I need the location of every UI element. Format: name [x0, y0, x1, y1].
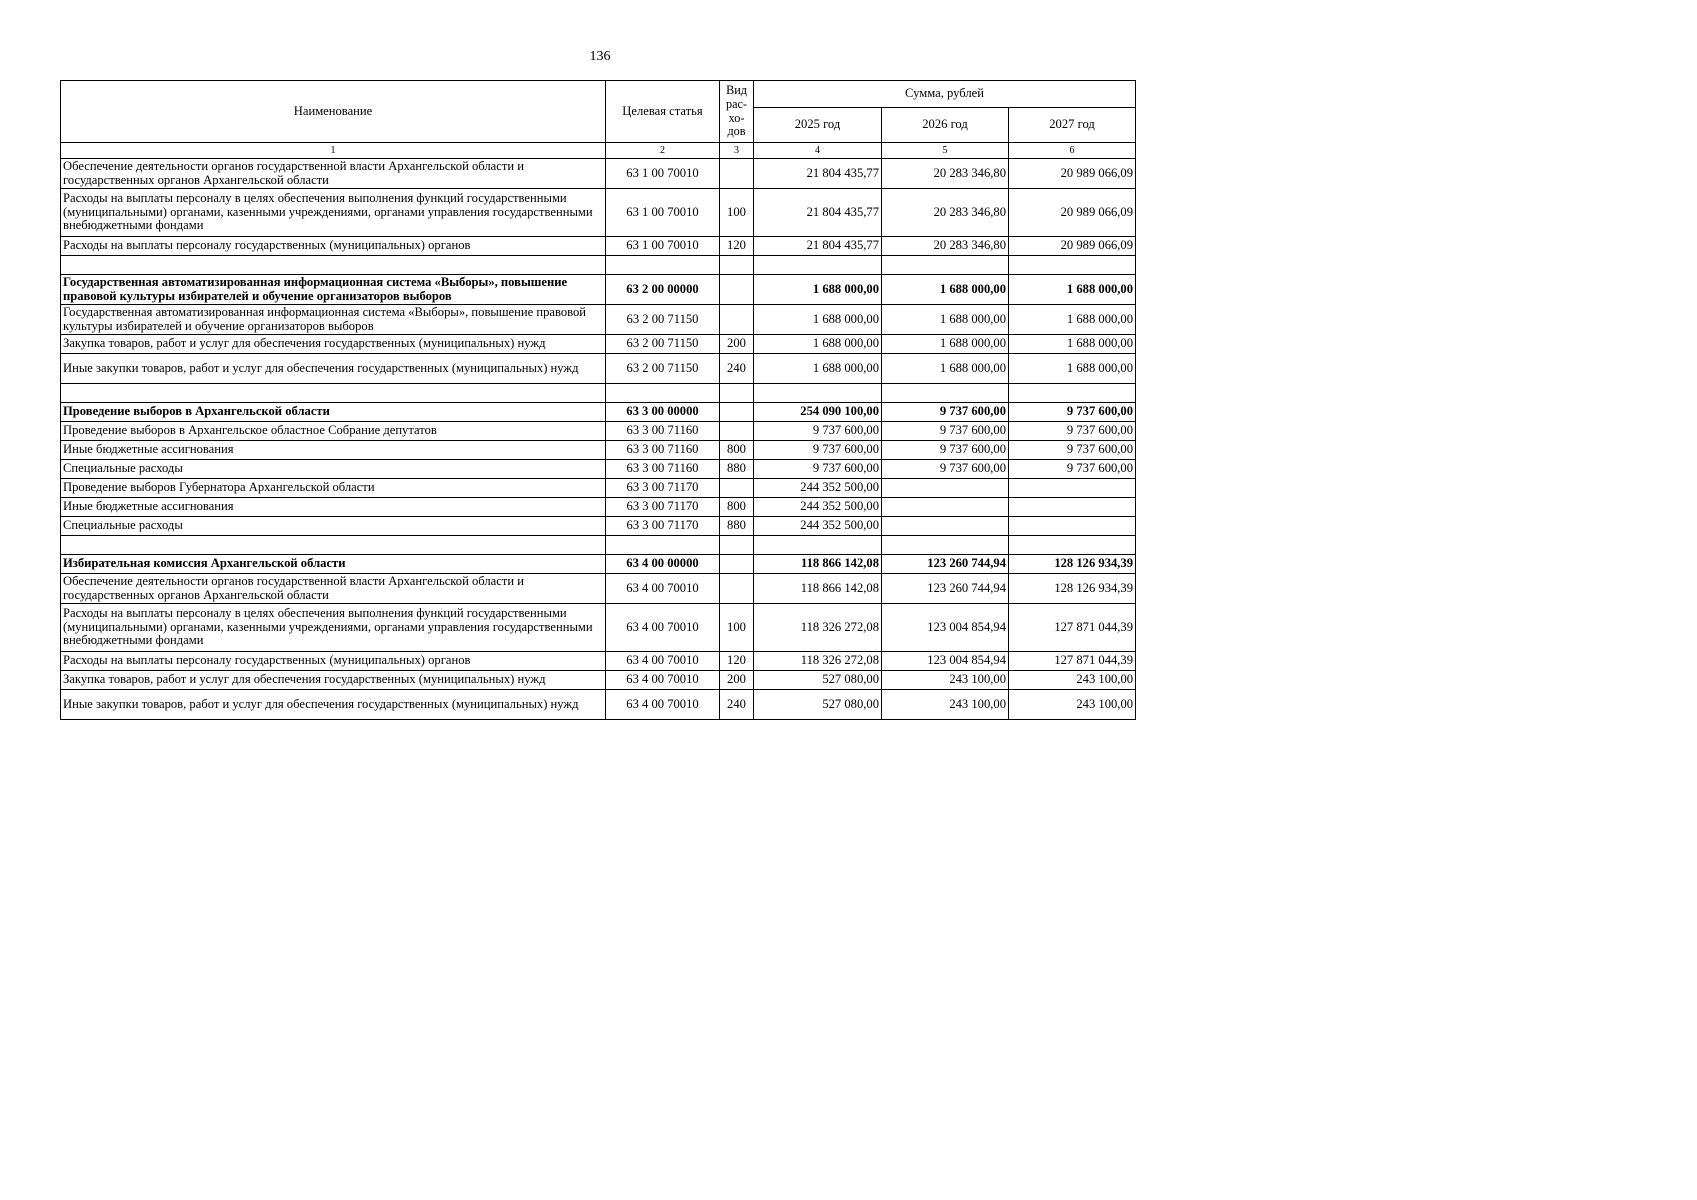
row-target-code: 63 2 00 71150 — [606, 354, 720, 384]
row-sum-2025: 21 804 435,77 — [754, 189, 882, 237]
row-sum-2026: 20 283 346,80 — [882, 159, 1009, 189]
row-expense-type: 200 — [720, 335, 754, 354]
row-sum-2027: 9 737 600,00 — [1009, 460, 1136, 479]
row-sum-2026: 123 004 854,94 — [882, 604, 1009, 652]
table-row — [61, 189, 1136, 237]
table-row — [61, 441, 1136, 460]
row-expense-type — [720, 479, 754, 498]
row-expense-type — [720, 305, 754, 335]
row-expense-type: 800 — [720, 441, 754, 460]
row-name: Государственная автоматизированная информационная система «Выборы», повышение правовой культуры избирателей и обучение организаторов выборов — [61, 305, 606, 335]
row-name: Иные бюджетные ассигнования — [61, 498, 606, 517]
column-number: 5 — [882, 143, 1009, 159]
row-sum-2025: 9 737 600,00 — [754, 422, 882, 441]
empty-cell — [720, 384, 754, 403]
column-number: 4 — [754, 143, 882, 159]
row-sum-2026 — [882, 498, 1009, 517]
row-sum-2025: 9 737 600,00 — [754, 441, 882, 460]
table-row — [61, 354, 1136, 384]
row-sum-2027: 1 688 000,00 — [1009, 354, 1136, 384]
row-sum-2025: 254 090 100,00 — [754, 403, 882, 422]
row-name: Специальные расходы — [61, 460, 606, 479]
header-year-2026: 2026 год — [882, 108, 1009, 143]
spacer-row — [61, 384, 1136, 403]
empty-cell — [754, 536, 882, 555]
empty-cell — [1009, 384, 1136, 403]
section-row — [61, 403, 1136, 422]
column-number: 3 — [720, 143, 754, 159]
table-row — [61, 517, 1136, 536]
table-row — [61, 460, 1136, 479]
header-name: Наименование — [61, 81, 606, 143]
row-sum-2027 — [1009, 517, 1136, 536]
row-sum-2027: 127 871 044,39 — [1009, 652, 1136, 671]
row-sum-2027: 20 989 066,09 — [1009, 237, 1136, 256]
row-target-code: 63 4 00 70010 — [606, 604, 720, 652]
row-expense-type: 880 — [720, 460, 754, 479]
row-expense-type: 120 — [720, 652, 754, 671]
row-name: Проведение выборов в Архангельской области — [61, 403, 606, 422]
row-name: Государственная автоматизированная информационная система «Выборы», повышение правовой культуры избирателей и обучение организаторов выборов — [61, 275, 606, 305]
row-sum-2027 — [1009, 498, 1136, 517]
row-target-code: 63 3 00 71160 — [606, 460, 720, 479]
row-name: Проведение выборов Губернатора Архангельской области — [61, 479, 606, 498]
row-target-code: 63 2 00 00000 — [606, 275, 720, 305]
row-sum-2026: 9 737 600,00 — [882, 441, 1009, 460]
row-sum-2026: 243 100,00 — [882, 671, 1009, 690]
row-expense-type: 880 — [720, 517, 754, 536]
row-expense-type — [720, 275, 754, 305]
row-expense-type — [720, 574, 754, 604]
row-sum-2025: 1 688 000,00 — [754, 305, 882, 335]
empty-cell — [754, 384, 882, 403]
header-year-2027: 2027 год — [1009, 108, 1136, 143]
row-sum-2026: 9 737 600,00 — [882, 403, 1009, 422]
header-code: Целевая статья — [606, 81, 720, 143]
row-sum-2027: 1 688 000,00 — [1009, 305, 1136, 335]
table-row — [61, 671, 1136, 690]
table-row — [61, 305, 1136, 335]
row-sum-2025: 527 080,00 — [754, 671, 882, 690]
table-row — [61, 159, 1136, 189]
row-sum-2026: 20 283 346,80 — [882, 189, 1009, 237]
row-target-code: 63 1 00 70010 — [606, 189, 720, 237]
header-type: Вид рас-хо-дов — [720, 81, 754, 143]
table-row — [61, 690, 1136, 720]
row-sum-2026: 1 688 000,00 — [882, 335, 1009, 354]
row-sum-2027: 9 737 600,00 — [1009, 403, 1136, 422]
table-row — [61, 335, 1136, 354]
row-expense-type — [720, 159, 754, 189]
row-sum-2027: 20 989 066,09 — [1009, 189, 1136, 237]
row-name: Специальные расходы — [61, 517, 606, 536]
row-target-code: 63 4 00 70010 — [606, 671, 720, 690]
row-expense-type: 240 — [720, 690, 754, 720]
row-sum-2026: 1 688 000,00 — [882, 305, 1009, 335]
row-sum-2025: 21 804 435,77 — [754, 159, 882, 189]
empty-cell — [882, 536, 1009, 555]
row-sum-2026: 1 688 000,00 — [882, 275, 1009, 305]
spacer-row — [61, 536, 1136, 555]
row-name: Закупка товаров, работ и услуг для обеспечения государственных (муниципальных) нужд — [61, 671, 606, 690]
row-sum-2027: 20 989 066,09 — [1009, 159, 1136, 189]
row-sum-2026 — [882, 517, 1009, 536]
row-sum-2026: 243 100,00 — [882, 690, 1009, 720]
row-expense-type: 100 — [720, 604, 754, 652]
row-sum-2027: 1 688 000,00 — [1009, 275, 1136, 305]
row-expense-type: 800 — [720, 498, 754, 517]
row-name: Закупка товаров, работ и услуг для обеспечения государственных (муниципальных) нужд — [61, 335, 606, 354]
row-sum-2025: 244 352 500,00 — [754, 498, 882, 517]
row-sum-2027: 128 126 934,39 — [1009, 574, 1136, 604]
column-number: 2 — [606, 143, 720, 159]
empty-cell — [720, 536, 754, 555]
row-name: Расходы на выплаты персоналу в целях обеспечения выполнения функций государственными (муниципальными) органами, казенными учреждениями, органами управления государственными внебюджетными фондами — [61, 604, 606, 652]
row-sum-2027: 243 100,00 — [1009, 671, 1136, 690]
row-target-code: 63 1 00 70010 — [606, 159, 720, 189]
row-target-code: 63 4 00 00000 — [606, 555, 720, 574]
row-target-code: 63 3 00 71160 — [606, 422, 720, 441]
row-target-code: 63 3 00 71160 — [606, 441, 720, 460]
empty-cell — [882, 256, 1009, 275]
row-name: Иные бюджетные ассигнования — [61, 441, 606, 460]
row-sum-2027: 128 126 934,39 — [1009, 555, 1136, 574]
table-row — [61, 604, 1136, 652]
empty-cell — [606, 256, 720, 275]
row-expense-type: 120 — [720, 237, 754, 256]
row-target-code: 63 2 00 71150 — [606, 335, 720, 354]
empty-cell — [720, 256, 754, 275]
row-sum-2025: 1 688 000,00 — [754, 275, 882, 305]
row-name: Обеспечение деятельности органов государственной власти Архангельской области и государственных органов Архангельской области — [61, 574, 606, 604]
empty-cell — [1009, 256, 1136, 275]
row-sum-2025: 1 688 000,00 — [754, 354, 882, 384]
section-row — [61, 275, 1136, 305]
empty-cell — [61, 256, 606, 275]
table-row — [61, 498, 1136, 517]
spacer-row — [61, 256, 1136, 275]
row-expense-type — [720, 555, 754, 574]
row-target-code: 63 3 00 71170 — [606, 498, 720, 517]
row-sum-2027 — [1009, 479, 1136, 498]
row-target-code: 63 1 00 70010 — [606, 237, 720, 256]
row-name: Проведение выборов в Архангельское областное Собрание депутатов — [61, 422, 606, 441]
row-name: Расходы на выплаты персоналу государственных (муниципальных) органов — [61, 237, 606, 256]
row-sum-2027: 9 737 600,00 — [1009, 441, 1136, 460]
row-target-code: 63 4 00 70010 — [606, 690, 720, 720]
row-sum-2026 — [882, 479, 1009, 498]
row-name: Расходы на выплаты персоналу в целях обеспечения выполнения функций государственными (муниципальными) органами, казенными учреждениями, органами управления государственными внебюджетными фондами — [61, 189, 606, 237]
empty-cell — [606, 536, 720, 555]
table-row — [61, 422, 1136, 441]
budget-table — [60, 80, 1136, 720]
row-sum-2025: 118 866 142,08 — [754, 574, 882, 604]
empty-cell — [882, 384, 1009, 403]
row-expense-type: 100 — [720, 189, 754, 237]
header-sum: Сумма, рублей — [754, 81, 1136, 108]
row-sum-2026: 1 688 000,00 — [882, 354, 1009, 384]
section-row — [61, 555, 1136, 574]
page-number: 136 — [589, 49, 611, 64]
row-target-code: 63 3 00 71170 — [606, 479, 720, 498]
row-sum-2025: 118 326 272,08 — [754, 652, 882, 671]
column-number: 1 — [61, 143, 606, 159]
row-sum-2025: 9 737 600,00 — [754, 460, 882, 479]
column-number: 6 — [1009, 143, 1136, 159]
row-sum-2025: 244 352 500,00 — [754, 517, 882, 536]
row-expense-type: 200 — [720, 671, 754, 690]
empty-cell — [754, 256, 882, 275]
row-expense-type — [720, 403, 754, 422]
row-sum-2027: 243 100,00 — [1009, 690, 1136, 720]
row-target-code: 63 4 00 70010 — [606, 652, 720, 671]
table-row — [61, 479, 1136, 498]
row-sum-2026: 123 260 744,94 — [882, 574, 1009, 604]
row-target-code: 63 4 00 70010 — [606, 574, 720, 604]
table-row — [61, 574, 1136, 604]
row-sum-2025: 118 326 272,08 — [754, 604, 882, 652]
row-sum-2025: 1 688 000,00 — [754, 335, 882, 354]
row-name: Иные закупки товаров, работ и услуг для обеспечения государственных (муниципальных) нужд — [61, 354, 606, 384]
empty-cell — [61, 536, 606, 555]
row-sum-2025: 118 866 142,08 — [754, 555, 882, 574]
empty-cell — [606, 384, 720, 403]
row-sum-2026: 9 737 600,00 — [882, 460, 1009, 479]
row-target-code: 63 3 00 00000 — [606, 403, 720, 422]
empty-cell — [1009, 536, 1136, 555]
row-expense-type: 240 — [720, 354, 754, 384]
row-name: Расходы на выплаты персоналу государственных (муниципальных) органов — [61, 652, 606, 671]
row-sum-2026: 9 737 600,00 — [882, 422, 1009, 441]
row-sum-2025: 244 352 500,00 — [754, 479, 882, 498]
row-sum-2025: 527 080,00 — [754, 690, 882, 720]
row-target-code: 63 2 00 71150 — [606, 305, 720, 335]
column-number-row — [61, 143, 1136, 159]
row-sum-2027: 127 871 044,39 — [1009, 604, 1136, 652]
row-name: Иные закупки товаров, работ и услуг для обеспечения государственных (муниципальных) нужд — [61, 690, 606, 720]
row-sum-2025: 21 804 435,77 — [754, 237, 882, 256]
header-year-2025: 2025 год — [754, 108, 882, 143]
row-sum-2026: 20 283 346,80 — [882, 237, 1009, 256]
header-row-1 — [61, 81, 1136, 108]
empty-cell — [61, 384, 606, 403]
row-sum-2027: 9 737 600,00 — [1009, 422, 1136, 441]
row-target-code: 63 3 00 71170 — [606, 517, 720, 536]
row-name: Избирательная комиссия Архангельской области — [61, 555, 606, 574]
row-name: Обеспечение деятельности органов государственной власти Архангельской области и государственных органов Архангельской области — [61, 159, 606, 189]
table-row — [61, 652, 1136, 671]
row-sum-2026: 123 004 854,94 — [882, 652, 1009, 671]
row-sum-2026: 123 260 744,94 — [882, 555, 1009, 574]
row-expense-type — [720, 422, 754, 441]
table-row — [61, 237, 1136, 256]
row-sum-2027: 1 688 000,00 — [1009, 335, 1136, 354]
